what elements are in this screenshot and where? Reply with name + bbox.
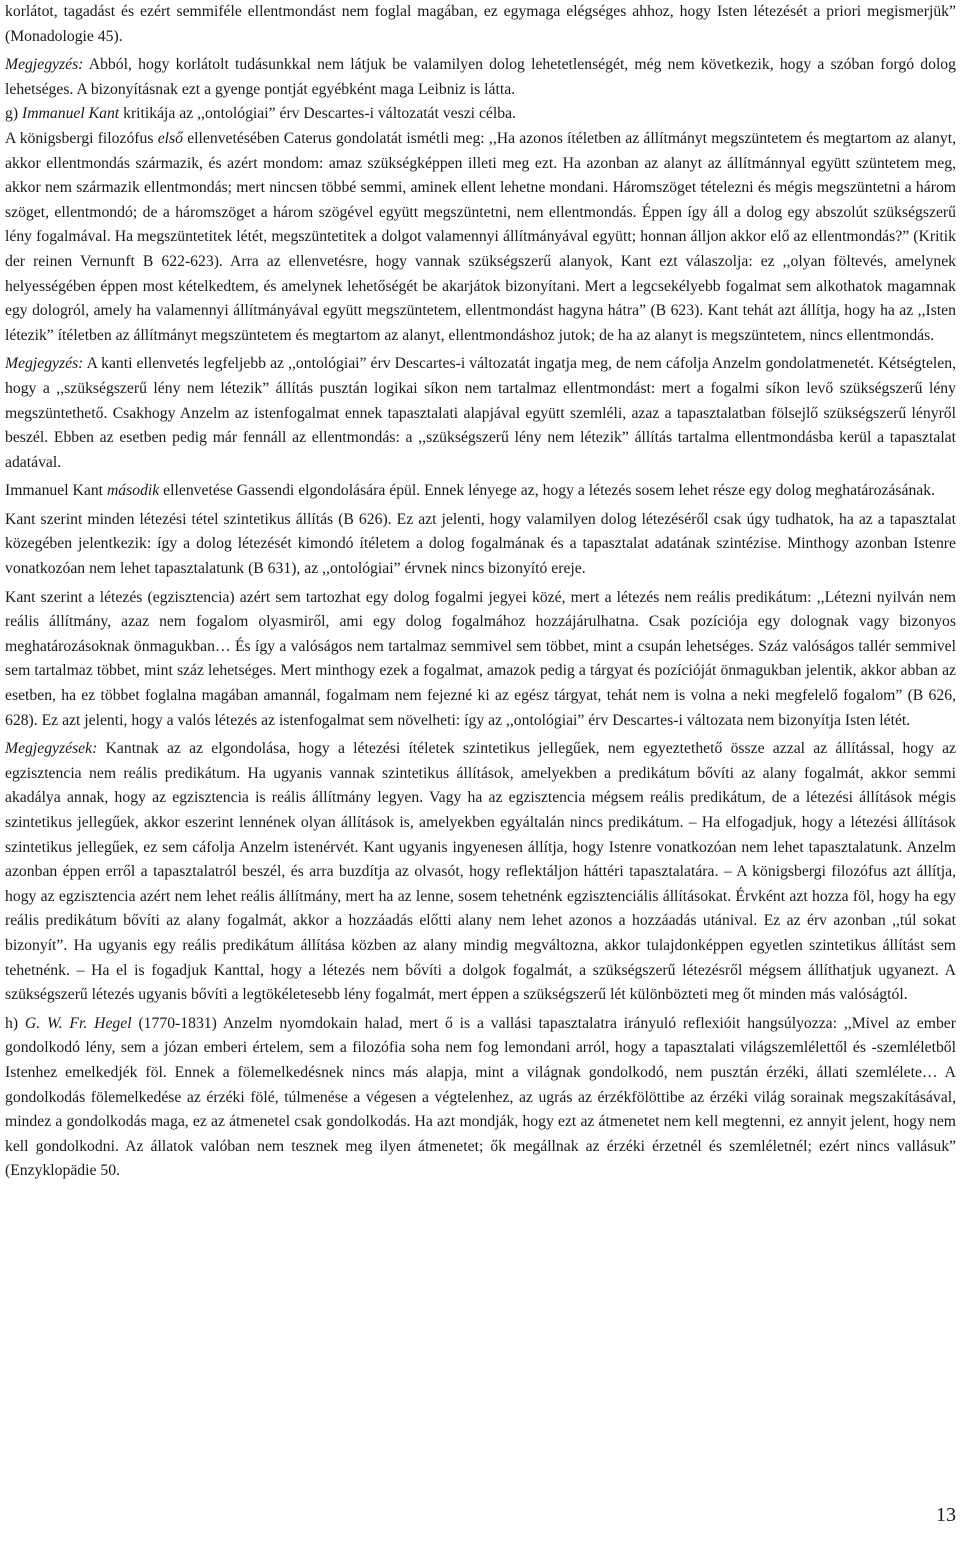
body-paragraph: [5, 586, 956, 734]
emphasis-text: Immanuel Kant: [22, 105, 120, 123]
paragraph-text: Kant szerint minden létezési tétel szintetikus állítás (B 626). Ez azt jelenti, hogy valamilyen dolog létezéséről csak úgy tudhatok, ha az a tapasztalat közegében jelentkezik: így a dolog létezését kimondó ítéletem a dolog fogalmának és a tapasztalat adatának szintézise. Minthogy azonban Istenre vonatkozóan nem lehet tapasztalatunk (B 631), az ,,ontológiai” érvnek nincs bizonyító ereje.: [5, 510, 956, 578]
body-paragraph: [5, 737, 956, 1008]
paragraph-text: kritikája az ,,ontológiai” érv Descartes-i változatát veszi célba.: [119, 105, 516, 123]
emphasis-text: G. W. Fr. Hegel: [24, 1014, 132, 1032]
body-paragraph: [5, 352, 956, 475]
emphasis-text: második: [106, 482, 160, 500]
paragraph-text: A kanti ellenvetés legfeljebb az ,,ontológiai” érv Descartes-i változatát ingatja meg, de nem cáfolja Anzelm gondolatmenetét. Kétségtelen, hogy a ,,szükségszerű lény nem létezik” állítás pusztán logikai síkon nem tartalmaz ellentmondást: mert a fogalmi síkon levő szükségszerű lény megszüntethető. Csakhogy Anzelm az istenfogalmat ennek tapasztalati alapjával együtt szemléli, azaz a tapasztalatban fölsejlő szükségszerű lényről beszél. Ebben az esetben pedig már fennáll az ellentmondás: a ,,szükségszerű lény nem létezik” állítás tartalma ellentmondásba kerül a tapasztalat adatával.: [5, 355, 956, 471]
emphasis-text: Megjegyzés:: [5, 355, 84, 373]
body-paragraph: [5, 102, 956, 127]
paragraph-text: (1770-1831) Anzelm nyomdokain halad, mert ő is a vallási tapasztalatra irányuló reflexióit hangsúlyozza: ,,Mivel az ember gondolkodó lény, sem a józan emberi értelem, sem a filozófia soha nem fog lemondani arról, hogy a tapasztalati világszemlélettől és -szemléletből Istenhez emelkedjék föl. Ennek a fölemelkedésnek nincs más alapja, mint a világnak gondolkodó, nem pusztán érzéki, állati szemlélete… A gondolkodás fölemelkedése az érzéki fölé, túlmenése a végesen a végtelenhez, az ugrás az érzékfölöttibe az érzéki világ sorainak megszakításával, mindez a gondolkodás maga, ez az átmenetel csak gondolkodás. Ha azt mondják, hogy ezt az átmenetet nem kell megtenni, ez annyit jelent, hogy nem kell gondolkodni. Az állatok valóban nem tesznek meg ilyen átmenetet; ők megállnak az érzéki érzetnél és szemléletnél; ezért nincs vallásuk” (Enzyklopädie 50.: [5, 1014, 956, 1180]
paragraph-text: ellenvetésében Caterus gondolatát ismétli meg: ,,Ha azonos ítéletben az állítmányt megszüntetem és megtartom az alanyt, akkor ellentmondás származik, és azért mondom: amaz szükségképpen illeti meg ezt. Ha azonban az alanyt az állítmánnyal együtt szüntetem meg, akkor nem származik ellentmondás; mert nincsen többé semmi, aminek ellent lehetne mondani. Háromszöget tételezni és mégis megszüntetni a három szöget, ellentmondó; de a háromszöget a három szögével együtt megszüntetni, nem ellentmondás. Éppen így áll a dolog egy abszolút szükségszerű lény fogalmával. Ha megszüntetitek létét, megszüntetitek a dolgot valamennyi állítmányával együtt; honnan álljon akkor elő az ellentmondás?” (Kritik der reinen Vernunft B 622-623). Arra az ellenvetésre, hogy vannak szükségszerű alanyok, Kant ezt válaszolja: ez ,,olyan föltevés, amelynek helyességében éppen most kételkedtem, és amelynek lehetőségét be akarjátok bizonyítani. Mert a legcsekélyebb fogalmat sem alkothatok magamnak egy dologról, amely ha valamennyi állítmányával együtt megszüntetem, ellentmondást hagyna hátra” (B 623). Kant tehát azt állítja, hogy ha az ,,Isten létezik” ítéletben az állítmányt megszüntetem és megtartom az alanyt, ellentmondáshoz jutok; de ha az alanyt is megszüntetem, nincs ellentmondás.: [5, 129, 956, 344]
emphasis-text: Megjegyzések:: [5, 740, 98, 758]
document-page: [5, 0, 956, 1188]
body-paragraph: [5, 0, 956, 49]
paragraph-text: Abból, hogy korlátolt tudásunkkal nem látjuk be valamilyen dolog lehetetlenségét, még nem következik, hogy a szóban forgó dolog lehetséges. A bizonyításnak ezt a gyenge pontját egyébként maga Leibniz is látta.: [5, 56, 956, 98]
emphasis-text: első: [157, 129, 183, 147]
body-paragraph: [5, 508, 956, 582]
paragraph-text: korlátot, tagadást és ezért semmiféle ellentmondást nem foglal magában, ez egymaga elégséges ahhoz, hogy Isten létezését a priori megismerjük” (Monadologie 45).: [5, 3, 956, 45]
paragraph-text: Immanuel Kant: [5, 482, 107, 500]
body-paragraph: [5, 53, 956, 102]
body-paragraph: [5, 127, 956, 348]
paragraph-text: h): [5, 1014, 25, 1032]
paragraph-text: Kant szerint a létezés (egzisztencia) azért sem tartozhat egy dolog fogalmi jegyei közé, mert a létezés nem reális predikátum: ,,Létezni nyilván nem reális állítmány, azaz nem fogalom olyasmiről, ami egy dolog fogalmához hozzájárulhatna. Csak pozíciója egy dolognak vagy bizonyos meghatározásoknak önmagukban… És így a valóságos nem tartalmaz semmivel sem többet, mint a csupán lehetséges. Száz valóságos tallér semmivel sem tartalmaz többet, mint száz lehetséges. Mert minthogy ezek a fogalmat, amazok pedig a tárgyat és pozícióját önmagukban jelentik, akkor abban az esetben, ha ez többet foglalna magában amannál, fogalmam nem fejezné ki az egész tárgyat, tehát nem is volna a neki megfelelő fogalom” (B 626, 628). Ez azt jelenti, hogy a valós létezés az istenfogalmat sem növelheti: így az ,,ontológiai” érv Descartes-i változata nem bizonyítja Isten létét.: [5, 588, 956, 729]
paragraph-text: g): [5, 105, 22, 123]
paragraph-text: ellenvetése Gassendi elgondolására épül. Ennek lényege az, hogy a létezés sosem lehet része egy dolog meghatározásának.: [159, 482, 936, 500]
emphasis-text: Megjegyzés:: [5, 56, 84, 74]
paragraph-text: Kantnak az az elgondolása, hogy a létezési ítéletek szintetikus jellegűek, nem egyeztethető össze azzal az állítással, hogy az egzisztencia nem reális predikátum. Ha ugyanis vannak szintetikus állítások, amelyekben a predikátum bővíti az alany fogalmát, akkor semmi akadálya annak, hogy az egzisztencia is reális állítmány legyen. Vagy ha az egzisztencia mégsem reális predikátum, de a létezési állítások mégis szintetikus jellegűek, akkor eszerint lennének olyan állítások is, amelyekben egyáltalán nincs predikátum. – Ha elfogadjuk, hogy a létezési állítások szintetikus jellegűek, ez sem cáfolja Anzelm istenérvét. Kant ugyanis ingyenesen állítja, hogy Istenre vonatkozóan nem lehet tapasztalatunk. Anzelm azonban éppen erről a tapasztalatról beszél, és arra buzdítja az olvasót, hogy reflektáljon háttéri tapasztalatára. – A königsbergi filozófus azt állítja, hogy az egzisztencia azért nem lehet reális állítmány, mert ha az lenne, sosem tehetnénk egzisztenciális állításokat. Érvként azt hozza föl, hogy ha egy reális predikátum bővíti az alany fogalmát, akkor a hozzáadás előtti alany nem lehet azonos a hozzáadás utánival. Ez az érv azonban ,,túl sokat bizonyít”. Ha ugyanis egy reális predikátum állítása közben az alany mindig megváltozna, akkor tulajdonképpen egyetlen szintetikus állítást sem tehetnénk. – Ha el is fogadjuk Kanttal, hogy a létezés nem bővíti a dolgok fogalmát, a szükségszerű létezésről mégsem állíthatjuk ugyanezt. A szükségszerű létezés ugyanis bővíti a legtökéletesebb lény fogalmát, mert éppen a szükségszerű lét különbözteti meg őt minden más valóságtól.: [5, 740, 956, 1004]
page-number: 13: [936, 1504, 956, 1526]
body-paragraph: [5, 1012, 956, 1184]
body-paragraph: [5, 479, 956, 504]
paragraph-text: A königsbergi filozófus: [5, 129, 158, 147]
